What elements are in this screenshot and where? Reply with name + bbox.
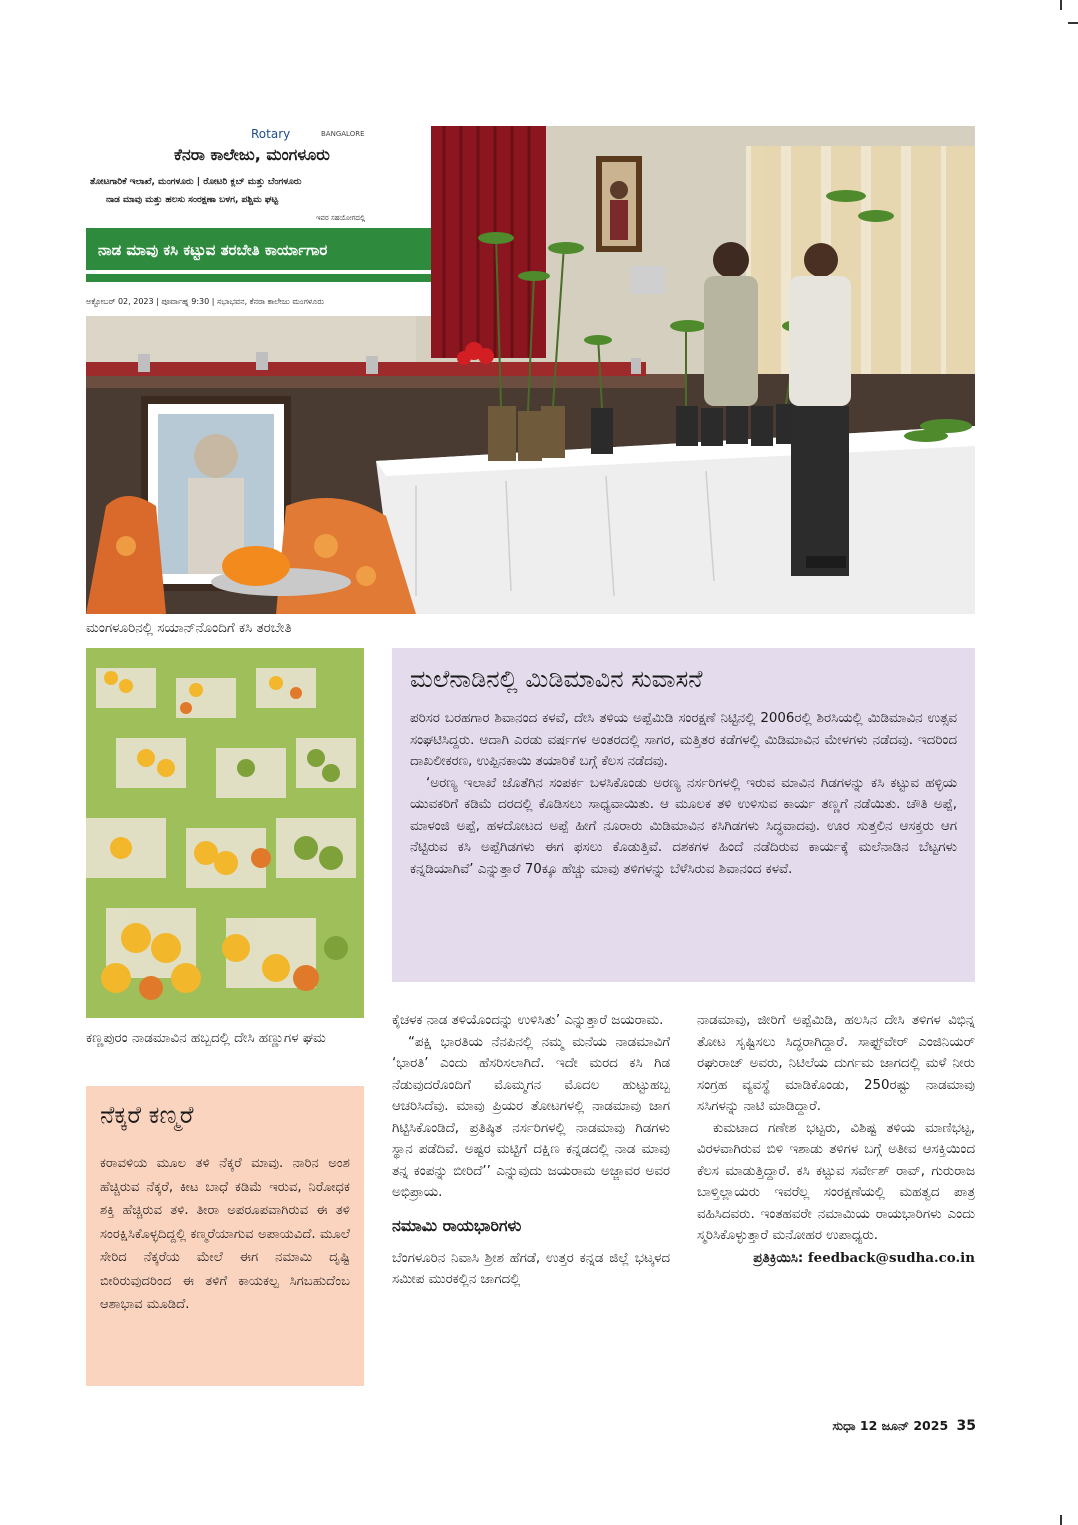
footer-date: 12 ಜೂನ್ 2025 [859, 1418, 949, 1433]
middle-paragraph-2: “ಪಕ್ಷಿ ಭಾರತಿಯ ನೆನಪಿನಲ್ಲಿ ನಮ್ಮ ಮನೆಯ ನಾಡಮಾವಿಗೆ ‘ಭಾರತಿ’ ಎಂದು ಹೆಸರಿಸಲಾಗಿದೆ. ಇದೇ ಮರದ ಕಸಿ ಗಿಡ ನೆಡುವುದರೊಂದಿಗೆ ಮೊಮ್ಮಗನ ಮೊದಲ ಹುಟ್ಟುಹಬ್ಬ ಆಚರಿಸಿದೆವು. ಮಾವು ಪ್ರಿಯರ ತೋಟಗಳಲ್ಲಿ ನಾಡಮಾವು ಜಾಗ ಗಿಟ್ಟಿಸಿಕೊಂಡಿದೆ, ಪ್ರತಿಷ್ಠಿತ ನರ್ಸರಿಗಳಲ್ಲಿ ನಾಡಮಾವು ಗಿಡಗಳು ಸ್ಥಾನ ಪಡೆದಿವೆ. ಅಷ್ಟರ ಮಟ್ಟಿಗೆ ದಕ್ಷಿಣ ಕನ್ನಡದಲ್ಲಿ ನಾಡ ಮಾವು ತನ್ನ ಕಂಪನ್ನು ಬೀರಿದೆ’’ ಎನ್ನುವುದು ಜಯರಾಮ ಅಜ್ಜಾವರ ಅವರ ಅಭಿಪ್ರಾಯ. [392, 1034, 670, 1200]
crop-mark [1068, 22, 1078, 24]
banner-line4: ಇವರ ಸಹಯೋಗದಲ್ಲಿ [316, 214, 366, 222]
article-column-right [697, 1010, 975, 1400]
middle-paragraph-3: ಬೆಂಗಳೂರಿನ ನಿವಾಸಿ ಶ್ರೀಶ ಹೆಗಡೆ, ಉತ್ತರ ಕನ್ನಡ ಜಿಲ್ಲೆ ಭಟ್ಕಳದ ಸಮೀಪ ಮುರಕಲ್ಲಿನ ಜಾಗದಲ್ಲಿ [392, 1250, 670, 1287]
banner-logo-text-2: BANGALORE [321, 130, 365, 138]
nekkare-box-title: ನೆಕ್ಕರೆ ಕಣ್ಮರೆ [100, 1101, 194, 1129]
banner-title: ನಾಡ ಮಾವು ಕಸಿ ಕಟ್ಟುವ ತರಬೇತಿ ಕಾರ್ಯಾಗಾರ [98, 241, 328, 259]
malenadu-box-title: ಮಲೆನಾಡಿನಲ್ಲಿ ಮಿಡಿಮಾವಿನ ಸುವಾಸನೆ [410, 665, 703, 693]
mango-display-photo [86, 648, 364, 1018]
crop-mark [1060, 1515, 1062, 1525]
crop-mark [1060, 0, 1062, 10]
banner-date: ಅಕ್ಟೋಬರ್ 02, 2023 | ಪೂರ್ವಾಹ್ನ 9:30 | ಸಭಾಭವನ, ಕೆನರಾ ಕಾಲೇಜು ಮಂಗಳೂರು [86, 297, 325, 306]
right-paragraph-1: ನಾಡಮಾವು, ಜೀರಿಗೆ ಅಪ್ಪೆಮಿಡಿ, ಹಲಸಿನ ದೇಸಿ ತಳಿಗಳ ವಿಭಿನ್ನ ತೋಟ ಸೃಷ್ಟಿಸಲು ಸಿದ್ಧರಾಗಿದ್ದಾರೆ. ಸಾಫ್ಟ್‌ವೇರ್ ಎಂಜಿನಿಯರ್ ರಘುರಾಜ್ ಅವರು, ನಿಟಿಲೆಯ ದುರ್ಗಮ ಜಾಗದಲ್ಲಿ ಮಳೆ ನೀರು ಸಂಗ್ರಹ ವ್ಯವಸ್ಥೆ ಮಾಡಿಕೊಂಡು, 250ರಷ್ಟು ನಾಡಮಾವು ಸಸಿಗಳನ್ನು ನಾಟಿ ಮಾಡಿದ್ದಾರೆ. [697, 1013, 975, 1114]
malenadu-box-paragraph-2: ‘ಅರಣ್ಯ ಇಲಾಖೆ ಜೊತೆಗಿನ ಸಂಪರ್ಕ ಬಳಸಿಕೊಂಡು ಅರಣ್ಯ ನರ್ಸರಿಗಳಲ್ಲಿ ಇರುವ ಮಾವಿನ ಗಿಡಗಳನ್ನು ಕಸಿ ಕಟ್ಟುವ ಹಳ್ಳಿಯ ಯುವಕರಿಗೆ ಕಡಿಮೆ ದರದಲ್ಲಿ ಕೊಡಿಸಲು ಸಾಧ್ಯವಾಯಿತು. ಆ ಮೂಲಕ ತಳಿ ಉಳಿಸುವ ಕಾರ್ಯ ತಣ್ಣಗೆ ನಡೆಯಿತು. ಚೌತಿ ಅಪ್ಪೆ, ಮಾಳಂಜಿ ಅಪ್ಪೆ, ಹಳದೋಟದ ಅಪ್ಪೆ ಹೀಗೆ ನೂರಾರು ಮಿಡಿಮಾವಿನ ಕಸಿಗಿಡಗಳು ಸಿದ್ಧವಾದವು. ಊರ ಸುತ್ತಲಿನ ಆಸಕ್ತರು ಆಗ ನೆಟ್ಟಿರುವ ಕಸಿ ಅಪ್ಪೆಗಿಡಗಳು ಈಗ ಫಸಲು ಕೊಡುತ್ತಿವೆ. ದಶಕಗಳ ಹಿಂದೆ ನಡೆದಿರುವ ಕಾರ್ಯಕ್ಕೆ ಮಲೆನಾಡಿನ ಬೆಟ್ಟಗಳು ಕನ್ನಡಿಯಾಗಿವೆ’ ಎನ್ನುತ್ತಾರೆ 70ಕ್ಕೂ ಹೆಚ್ಚು ಮಾವು ತಳಿಗಳನ್ನು ಬೆಳೆಸಿರುವ ಶಿವಾನಂದ ಕಳವೆ. [410, 775, 957, 877]
banner-line1: ಕೆನರಾ ಕಾಲೇಜು, ಮಂಗಳೂರು [174, 145, 330, 164]
page-number: 35 [956, 1418, 976, 1434]
right-paragraph-2: ಕುಮಟಾದ ಗಣೇಶ ಭಟ್ಟರು, ವಿಶಿಷ್ಟ ತಳಿಯ ಮಾಣಿಭಟ್ಟ, ವಿರಳವಾಗಿರುವ ಬಿಳಿ ಇಶಾಡು ತಳಿಗಳ ಬಗ್ಗೆ ಅತೀವ ಆಸಕ್ತಿಯಿಂದ ಕೆಲಸ ಮಾಡುತ್ತಿದ್ದಾರೆ. ಕಸಿ ಕಟ್ಟುವ ಸರ್ವೇಶ್ ರಾವ್, ಗುರುರಾಜ ಬಾಳ್ತಿಲ್ಲಾಯರು ಇವರೆಲ್ಲ ಸಂರಕ್ಷಣೆಯಲ್ಲಿ ಮಹತ್ವದ ಪಾತ್ರ ವಹಿಸಿದವರು. ಇಂತಹವರೇ ನಮಾಮಿಯ ರಾಯಭಾರಿಗಳು ಎಂದು ಸ್ಮರಿಸಿಕೊಳ್ಳುತ್ತಾರೆ ಮನೋಹರ ಉಪಾಧ್ಯರು. [697, 1120, 975, 1243]
article-column-middle [392, 1010, 670, 1400]
malenadu-box-paragraph-1: ಪರಿಸರ ಬರಹಗಾರ ಶಿವಾನಂದ ಕಳವೆ, ದೇಸಿ ತಳಿಯ ಅಪ್ಪೆಮಿಡಿ ಸಂರಕ್ಷಣೆ ನಿಟ್ಟಿನಲ್ಲಿ 2006ರಲ್ಲಿ ಶಿರಸಿಯಲ್ಲಿ ಮಿಡಿಮಾವಿನ ಉತ್ಸವ ಸಂಘಟಿಸಿದ್ದರು. ಆದಾಗಿ ಎರಡು ವರ್ಷಗಳ ಅಂತರದಲ್ಲಿ ಸಾಗರ, ಮತ್ತಿತರ ಕಡೆಗಳಲ್ಲಿ ಮಿಡಿಮಾವಿನ ಮೇಳಗಳು ನಡೆದವು. ಇದರಿಂದ ದಾಖಲೀಕರಣ, ಉಪ್ಪಿನಕಾಯಿ ತಯಾರಿಕೆ ಬಗ್ಗೆ ಕೆಲಸ ನಡೆದವು. [410, 711, 957, 769]
footer-magazine-name: ಸುಧಾ [832, 1418, 856, 1433]
mango-display-illustration [86, 648, 364, 1018]
workshop-photo [86, 126, 975, 614]
workshop-photo-illustration [86, 126, 975, 614]
banner-line3: ನಾಡ ಮಾವು ಮತ್ತು ಹಲಸು ಸಂರಕ್ಷಣಾ ಬಳಗ, ಪಶ್ಚಿಮ ಘಟ್ಟ [106, 195, 279, 205]
workshop-photo-caption: ಮಂಗಳೂರಿನಲ್ಲಿ ಸಯಾನ್‌ನೊಂದಿಗೆ ಕಸಿ ತರಬೇತಿ [86, 620, 292, 636]
feedback-line [697, 1247, 975, 1270]
sidebar-box-malenadu [392, 648, 975, 982]
middle-paragraph-1: ಕೈಚಳಕ ನಾಡ ತಳಿಯೊಂದನ್ನು ಉಳಿಸಿತು’ ಎನ್ನುತ್ತಾರೆ ಜಯರಾಮ. [392, 1013, 664, 1028]
sidebar-box-nekkare [86, 1086, 364, 1386]
feedback-email[interactable]: feedback@sudha.co.in [807, 1249, 975, 1266]
banner-logo-text: Rotary [251, 127, 291, 141]
section-subheading: ನಮಾಮಿ ರಾಯಭಾರಿಗಳು [392, 1215, 522, 1235]
nekkare-box-paragraph: ಕರಾವಳಿಯ ಮೂಲ ತಳಿ ನೆಕ್ಕರೆ ಮಾವು. ನಾರಿನ ಅಂಶ ಹೆಚ್ಚಿರುವ ನೆಕ್ಕರೆ, ಕೀಟ ಬಾಧೆ ಕಡಿಮೆ ಇರುವ, ನಿರೋಧಕ ಶಕ್ತಿ ಹೆಚ್ಚಿರುವ ತಳಿ. ತೀರಾ ಅಪರೂಪವಾಗಿರುವ ಈ ತಳಿ ಸಂರಕ್ಷಿಸಿಕೊಳ್ಳದಿದ್ದಲ್ಲಿ ಕಣ್ಮರೆಯಾಗುವ ಅಪಾಯವಿದೆ. ಮೂಲೆ ಸೇರಿದ ನೆಕ್ಕರೆಯ ಮೇಲೆ ಈಗ ನಮಾಮಿ ದೃಷ್ಟಿ ಬೀರಿರುವುದರಿಂದ ಈ ತಳಿಗೆ ಕಾಯಕಲ್ಪ ಸಿಗಬಹುದೆಂಬ ಆಶಾಭಾವ ಮೂಡಿದೆ. [100, 1156, 350, 1312]
banner-line2: ತೋಟಗಾರಿಕೆ ಇಲಾಖೆ, ಮಂಗಳೂರು | ರೋಟರಿ ಕ್ಲಬ್ ಮತ್ತು ಬೆಂಗಳೂರು [90, 177, 302, 187]
page-footer [700, 1418, 976, 1434]
feedback-label: ಪ್ರತಿಕ್ರಿಯಿಸಿ: [753, 1250, 804, 1266]
mango-photo-caption: ಕಣ್ಣಪುರಂ ನಾಡಮಾವಿನ ಹಬ್ಬದಲ್ಲಿ ದೇಸಿ ಹಣ್ಣುಗಳ ಘಮ [86, 1030, 326, 1046]
